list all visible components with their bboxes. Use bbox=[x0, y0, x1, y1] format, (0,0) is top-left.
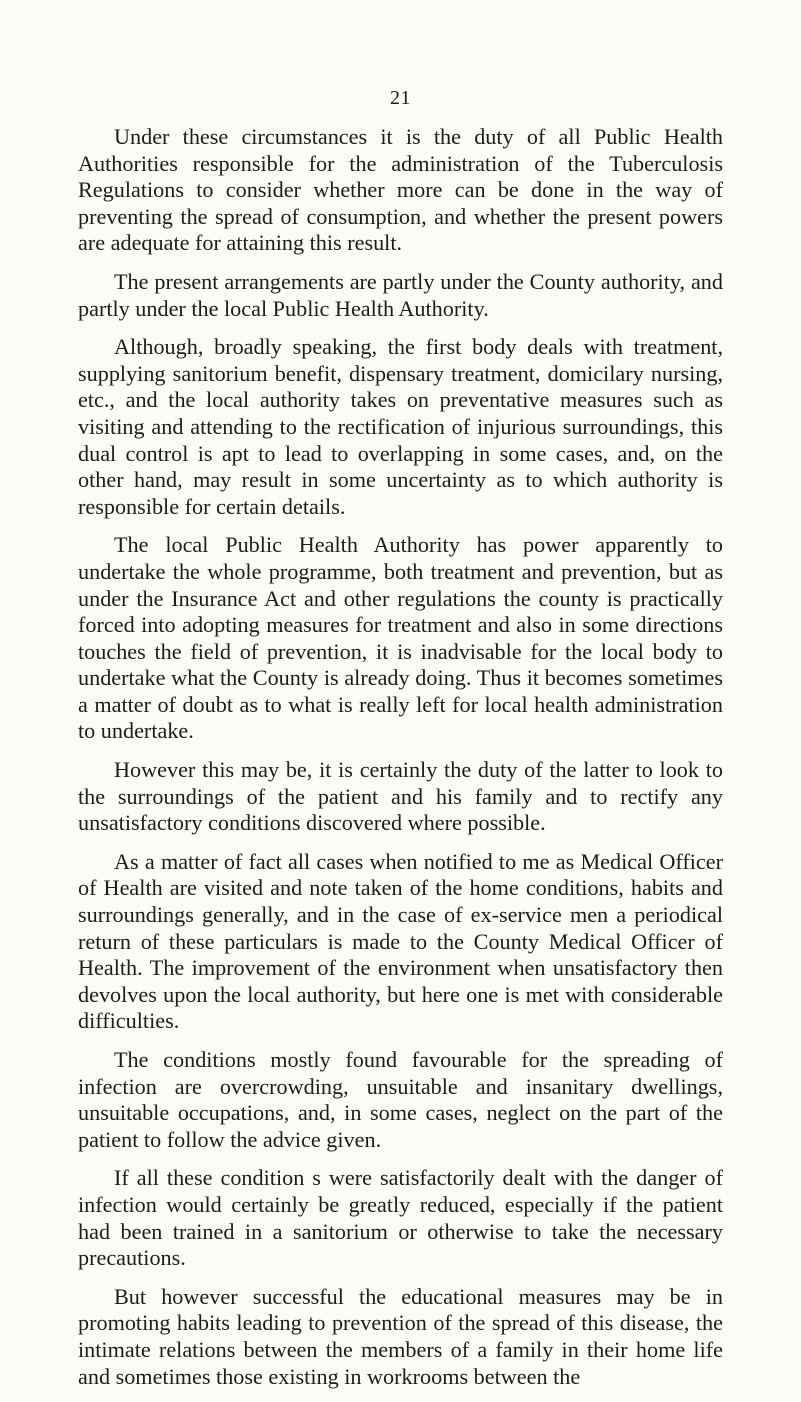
paragraph-5: However this may be, it is certainly the duty of the latter to look to the surroundings of the patient and his family and to rectify any unsatisfactory conditions discovered where possible. bbox=[78, 757, 723, 836]
page-number: 21 bbox=[390, 87, 411, 109]
paragraph-6: As a matter of fact all cases when notified to me as Medical Officer of Health are visited and note taken of the home conditions, habits and surroundings generally, and in the case of ex-service men a periodical return of these particulars is made to the County Medical Officer of Health. The improvement of the environment when unsatisfactory then devolves upon the local authority, but here one is met with considerable difficulties. bbox=[78, 848, 723, 1034]
paragraph-8: If all these condition s were satisfactorily dealt with the danger of infection would certainly be greatly reduced, especially if the patient had been trained in a sanitorium or otherwise to take the necessary precautions. bbox=[78, 1165, 723, 1271]
paragraph-4: The local Public Health Authority has power apparently to undertake the whole programme, both treatment and prevention, but as under the Insurance Act and other regulations the county is practically forced into adopting measures for treatment and also in some directions touches the field of prevention, it is inadvisable for the local body to undertake what the County is already doing. Thus it becomes sometimes a matter of doubt as to what is really left for local health administration to undertake. bbox=[78, 532, 723, 744]
paragraph-1: Under these circumstances it is the duty of all Public Health Authorities responsible for the administration of the Tuberculosis Regulations to consider whether more can be done in the way of preventing the spread of consumption, and whether the present powers are adequate for attaining this result. bbox=[78, 124, 723, 256]
paragraph-2: The present arrangements are partly under the County authority, and partly under the local Public Health Authority. bbox=[78, 268, 723, 321]
body-text bbox=[78, 124, 723, 1402]
paragraph-9: But however successful the educational measures may be in promoting habits leading to prevention of the spread of this disease, the intimate relations between the members of a family in their home life and sometimes those existing in workrooms between the bbox=[78, 1283, 723, 1389]
paragraph-7: The conditions mostly found favourable for the spreading of infection are overcrowding, unsuitable and insanitary dwellings, unsuitable occupations, and, in some cases, neglect on the part of the patient to follow the advice given. bbox=[78, 1047, 723, 1152]
paragraph-3: Although, broadly speaking, the first body deals with treatment, supplying sanitorium benefit, dispensary treatment, domicilary nursing, etc., and the local authority takes on preventative measures such as visiting and attending to the rectification of injurious surroundings, this dual control is apt to lead to overlapping in some cases, and, on the other hand, may result in some uncertainty as to which authority is responsible for certain details. bbox=[78, 334, 723, 519]
